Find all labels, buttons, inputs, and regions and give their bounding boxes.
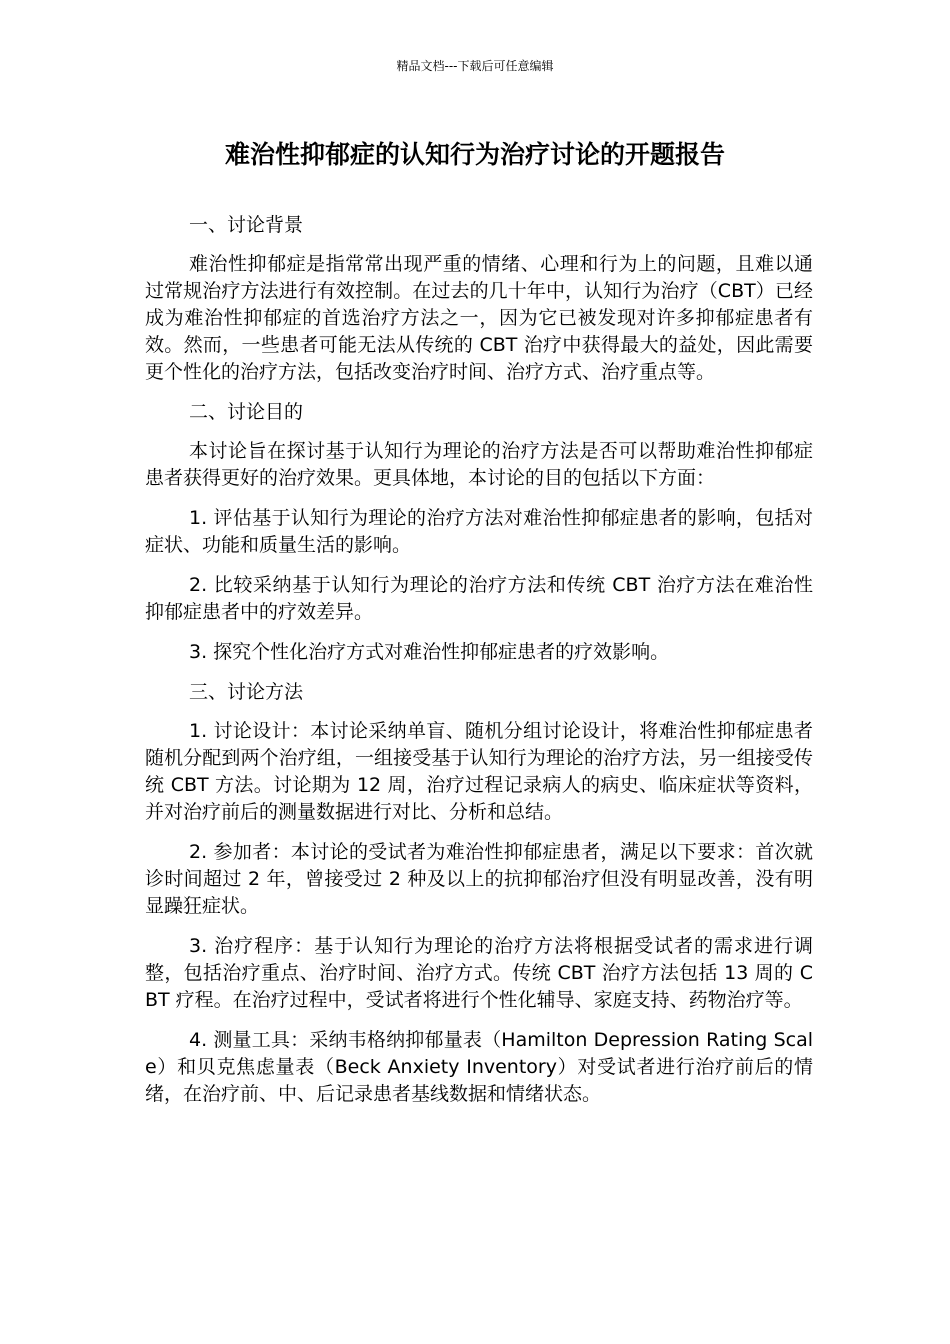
background-paragraph: 难治性抑郁症是指常常出现严重的情绪、心理和行为上的问题，且难以通过常规治疗方法进行有效控制。在过去的几十年中，认知行为治疗（CBT）已经成为难治性抑郁症的首选治疗方法之一，因为它已被发现对许多抑郁症患者有效。然而，一些患者可能无法从传统的 CBT 治疗中获得最大的益处，因此需要更个性化的治疗方法，包括改变治疗时间、治疗方式、治疗重点等。 [145, 253, 813, 383]
section-heading-background: 一、讨论背景 [189, 214, 304, 236]
page-header-note: 精品文档---下载后可任意编辑 [396, 59, 554, 73]
purpose-item-3: 3. 探究个性化治疗方式对难治性抑郁症患者的疗效影响。 [189, 641, 670, 663]
document-title: 难治性抑郁症的认知行为治疗讨论的开题报告 [224, 140, 725, 169]
section-heading-purpose: 二、讨论目的 [189, 401, 304, 423]
purpose-intro-paragraph: 本讨论旨在探讨基于认知行为理论的治疗方法是否可以帮助难治性抑郁症患者获得更好的治疗效果。更具体地，本讨论的目的包括以下方面： [145, 440, 813, 489]
document-body [145, 212, 813, 1121]
purpose-item-1: 1. 评估基于认知行为理论的治疗方法对难治性抑郁症患者的影响，包括对症状、功能和质量生活的影响。 [145, 507, 813, 556]
methods-item-measures: 4. 测量工具：采纳韦格纳抑郁量表（Hamilton Depression Rating Scale）和贝克焦虑量表（Beck Anxiety Inventory）对受试者进行治疗前后的情绪，在治疗前、中、后记录患者基线数据和情绪状态。 [145, 1029, 813, 1105]
methods-item-procedure: 3. 治疗程序：基于认知行为理论的治疗方法将根据受试者的需求进行调整，包括治疗重点、治疗时间、治疗方式。传统 CBT 治疗方法包括 13 周的 CBT 疗程。在治疗过程中，受试者将进行个性化辅导、家庭支持、药物治疗等。 [145, 935, 813, 1011]
purpose-item-2: 2. 比较采纳基于认知行为理论的治疗方法和传统 CBT 治疗方法在难治性抑郁症患者中的疗效差异。 [145, 574, 813, 623]
section-heading-methods: 三、讨论方法 [189, 681, 304, 703]
methods-item-participants: 2. 参加者：本讨论的受试者为难治性抑郁症患者，满足以下要求：首次就诊时间超过 2 年，曾接受过 2 种及以上的抗抑郁治疗但没有明显改善，没有明显躁狂症状。 [145, 841, 813, 917]
methods-item-design: 1. 讨论设计：本讨论采纳单盲、随机分组讨论设计，将难治性抑郁症患者随机分配到两个治疗组，一组接受基于认知行为理论的治疗方法，另一组接受传统 CBT 方法。讨论期为 12 周，治疗过程记录病人的病史、临床症状等资料，并对治疗前后的测量数据进行对比、分析和总结。 [145, 720, 813, 823]
